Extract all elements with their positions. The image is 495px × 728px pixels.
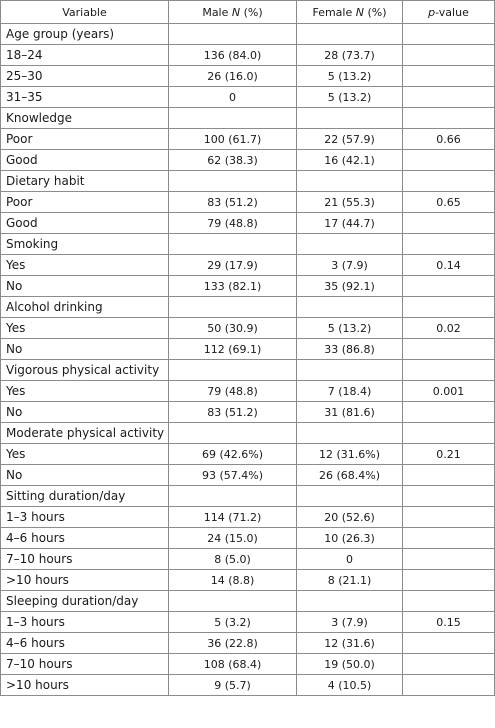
female-cell	[297, 486, 403, 507]
female-cell: 21 (55.3)	[297, 192, 403, 213]
p-value-cell: 0.15	[403, 612, 495, 633]
table-row	[1, 381, 495, 402]
p-value-cell	[403, 276, 495, 297]
table-row	[1, 192, 495, 213]
p-value-cell	[403, 549, 495, 570]
table-row	[1, 150, 495, 171]
row-label: Poor	[1, 192, 169, 213]
male-cell	[169, 360, 297, 381]
row-label: No	[1, 402, 169, 423]
row-label: No	[1, 465, 169, 486]
male-cell	[169, 108, 297, 129]
p-value-cell	[403, 171, 495, 192]
female-cell	[297, 423, 403, 444]
p-value-cell: 0.02	[403, 318, 495, 339]
female-cell: 10 (26.3)	[297, 528, 403, 549]
table-row	[1, 675, 495, 696]
male-cell: 79 (48.8)	[169, 381, 297, 402]
female-cell	[297, 108, 403, 129]
male-cell: 69 (42.6%)	[169, 444, 297, 465]
female-cell: 28 (73.7)	[297, 45, 403, 66]
row-label: No	[1, 339, 169, 360]
male-cell: 100 (61.7)	[169, 129, 297, 150]
table-group-row	[1, 486, 495, 507]
group-label: Moderate physical activity	[1, 423, 169, 444]
male-cell	[169, 591, 297, 612]
row-label: Poor	[1, 129, 169, 150]
p-value-cell	[403, 528, 495, 549]
table-group-row	[1, 591, 495, 612]
female-cell: 5 (13.2)	[297, 66, 403, 87]
p-value-cell	[403, 45, 495, 66]
group-label: Knowledge	[1, 108, 169, 129]
header-p-value: p-value	[403, 1, 495, 24]
table-row	[1, 570, 495, 591]
p-value-cell	[403, 633, 495, 654]
male-cell: 14 (8.8)	[169, 570, 297, 591]
row-label: 7–10 hours	[1, 654, 169, 675]
row-label: 31–35	[1, 87, 169, 108]
group-label: Vigorous physical activity	[1, 360, 169, 381]
female-cell	[297, 171, 403, 192]
table-group-row	[1, 360, 495, 381]
female-cell: 5 (13.2)	[297, 318, 403, 339]
p-value-cell	[403, 486, 495, 507]
male-cell: 0	[169, 87, 297, 108]
male-cell: 114 (71.2)	[169, 507, 297, 528]
male-cell: 136 (84.0)	[169, 45, 297, 66]
table-row	[1, 549, 495, 570]
table-row	[1, 87, 495, 108]
male-cell: 5 (3.2)	[169, 612, 297, 633]
p-value-cell	[403, 150, 495, 171]
table-header-row	[1, 1, 495, 24]
female-cell	[297, 234, 403, 255]
table-group-row	[1, 24, 495, 45]
table-row	[1, 255, 495, 276]
female-cell	[297, 591, 403, 612]
male-cell: 112 (69.1)	[169, 339, 297, 360]
p-value-cell	[403, 87, 495, 108]
male-cell	[169, 171, 297, 192]
male-cell: 83 (51.2)	[169, 402, 297, 423]
row-label: 1–3 hours	[1, 507, 169, 528]
p-value-cell	[403, 66, 495, 87]
female-cell: 20 (52.6)	[297, 507, 403, 528]
row-label: Yes	[1, 318, 169, 339]
male-cell: 79 (48.8)	[169, 213, 297, 234]
male-cell: 108 (68.4)	[169, 654, 297, 675]
row-label: 1–3 hours	[1, 612, 169, 633]
table-row	[1, 339, 495, 360]
row-label: Yes	[1, 381, 169, 402]
female-cell: 35 (92.1)	[297, 276, 403, 297]
female-cell: 4 (10.5)	[297, 675, 403, 696]
male-cell: 133 (82.1)	[169, 276, 297, 297]
table-group-row	[1, 108, 495, 129]
female-cell: 0	[297, 549, 403, 570]
p-value-cell: 0.21	[403, 444, 495, 465]
male-cell	[169, 24, 297, 45]
table-group-row	[1, 171, 495, 192]
p-value-cell	[403, 213, 495, 234]
header-male: Male N (%)	[169, 1, 297, 24]
table-row	[1, 45, 495, 66]
female-cell: 16 (42.1)	[297, 150, 403, 171]
row-label: >10 hours	[1, 570, 169, 591]
female-cell	[297, 360, 403, 381]
male-cell	[169, 486, 297, 507]
male-cell: 83 (51.2)	[169, 192, 297, 213]
row-label: No	[1, 276, 169, 297]
row-label: Good	[1, 150, 169, 171]
female-cell: 19 (50.0)	[297, 654, 403, 675]
table-row	[1, 444, 495, 465]
p-value-cell	[403, 675, 495, 696]
female-cell: 3 (7.9)	[297, 612, 403, 633]
male-cell: 93 (57.4%)	[169, 465, 297, 486]
male-cell	[169, 297, 297, 318]
group-label: Age group (years)	[1, 24, 169, 45]
male-cell: 36 (22.8)	[169, 633, 297, 654]
table-row	[1, 633, 495, 654]
female-cell: 17 (44.7)	[297, 213, 403, 234]
p-value-cell	[403, 402, 495, 423]
row-label: Good	[1, 213, 169, 234]
p-value-cell	[403, 465, 495, 486]
male-cell: 50 (30.9)	[169, 318, 297, 339]
female-cell	[297, 24, 403, 45]
p-value-cell	[403, 234, 495, 255]
p-value-cell	[403, 591, 495, 612]
male-cell	[169, 234, 297, 255]
female-cell: 12 (31.6)	[297, 633, 403, 654]
table-group-row	[1, 423, 495, 444]
female-cell: 12 (31.6%)	[297, 444, 403, 465]
group-label: Smoking	[1, 234, 169, 255]
p-value-cell: 0.65	[403, 192, 495, 213]
row-label: 7–10 hours	[1, 549, 169, 570]
table-row	[1, 528, 495, 549]
male-cell: 24 (15.0)	[169, 528, 297, 549]
header-variable: Variable	[1, 1, 169, 24]
p-value-cell: 0.66	[403, 129, 495, 150]
female-cell: 31 (81.6)	[297, 402, 403, 423]
male-cell: 8 (5.0)	[169, 549, 297, 570]
table-row	[1, 318, 495, 339]
female-cell: 7 (18.4)	[297, 381, 403, 402]
group-label: Dietary habit	[1, 171, 169, 192]
p-value-cell: 0.001	[403, 381, 495, 402]
p-value-cell	[403, 507, 495, 528]
table-row	[1, 402, 495, 423]
table-row	[1, 66, 495, 87]
row-label: Yes	[1, 444, 169, 465]
table-row	[1, 465, 495, 486]
p-value-cell: 0.14	[403, 255, 495, 276]
row-label: >10 hours	[1, 675, 169, 696]
table-body	[1, 24, 495, 696]
male-cell: 26 (16.0)	[169, 66, 297, 87]
female-cell: 5 (13.2)	[297, 87, 403, 108]
table-row	[1, 612, 495, 633]
row-label: Yes	[1, 255, 169, 276]
female-cell	[297, 297, 403, 318]
table-row	[1, 507, 495, 528]
table-group-row	[1, 297, 495, 318]
p-value-cell	[403, 654, 495, 675]
group-label: Alcohol drinking	[1, 297, 169, 318]
female-cell: 8 (21.1)	[297, 570, 403, 591]
table-row	[1, 654, 495, 675]
row-label: 25–30	[1, 66, 169, 87]
table-row	[1, 213, 495, 234]
p-value-cell	[403, 297, 495, 318]
row-label: 4–6 hours	[1, 528, 169, 549]
table-row	[1, 276, 495, 297]
female-cell: 33 (86.8)	[297, 339, 403, 360]
p-value-cell	[403, 339, 495, 360]
male-cell	[169, 423, 297, 444]
male-cell: 29 (17.9)	[169, 255, 297, 276]
p-value-cell	[403, 24, 495, 45]
group-label: Sleeping duration/day	[1, 591, 169, 612]
row-label: 18–24	[1, 45, 169, 66]
p-value-cell	[403, 108, 495, 129]
female-cell: 26 (68.4%)	[297, 465, 403, 486]
male-cell: 9 (5.7)	[169, 675, 297, 696]
female-cell: 3 (7.9)	[297, 255, 403, 276]
female-cell: 22 (57.9)	[297, 129, 403, 150]
group-label: Sitting duration/day	[1, 486, 169, 507]
table-group-row	[1, 234, 495, 255]
header-female: Female N (%)	[297, 1, 403, 24]
table-row	[1, 129, 495, 150]
p-value-cell	[403, 423, 495, 444]
p-value-cell	[403, 570, 495, 591]
p-value-cell	[403, 360, 495, 381]
row-label: 4–6 hours	[1, 633, 169, 654]
male-cell: 62 (38.3)	[169, 150, 297, 171]
